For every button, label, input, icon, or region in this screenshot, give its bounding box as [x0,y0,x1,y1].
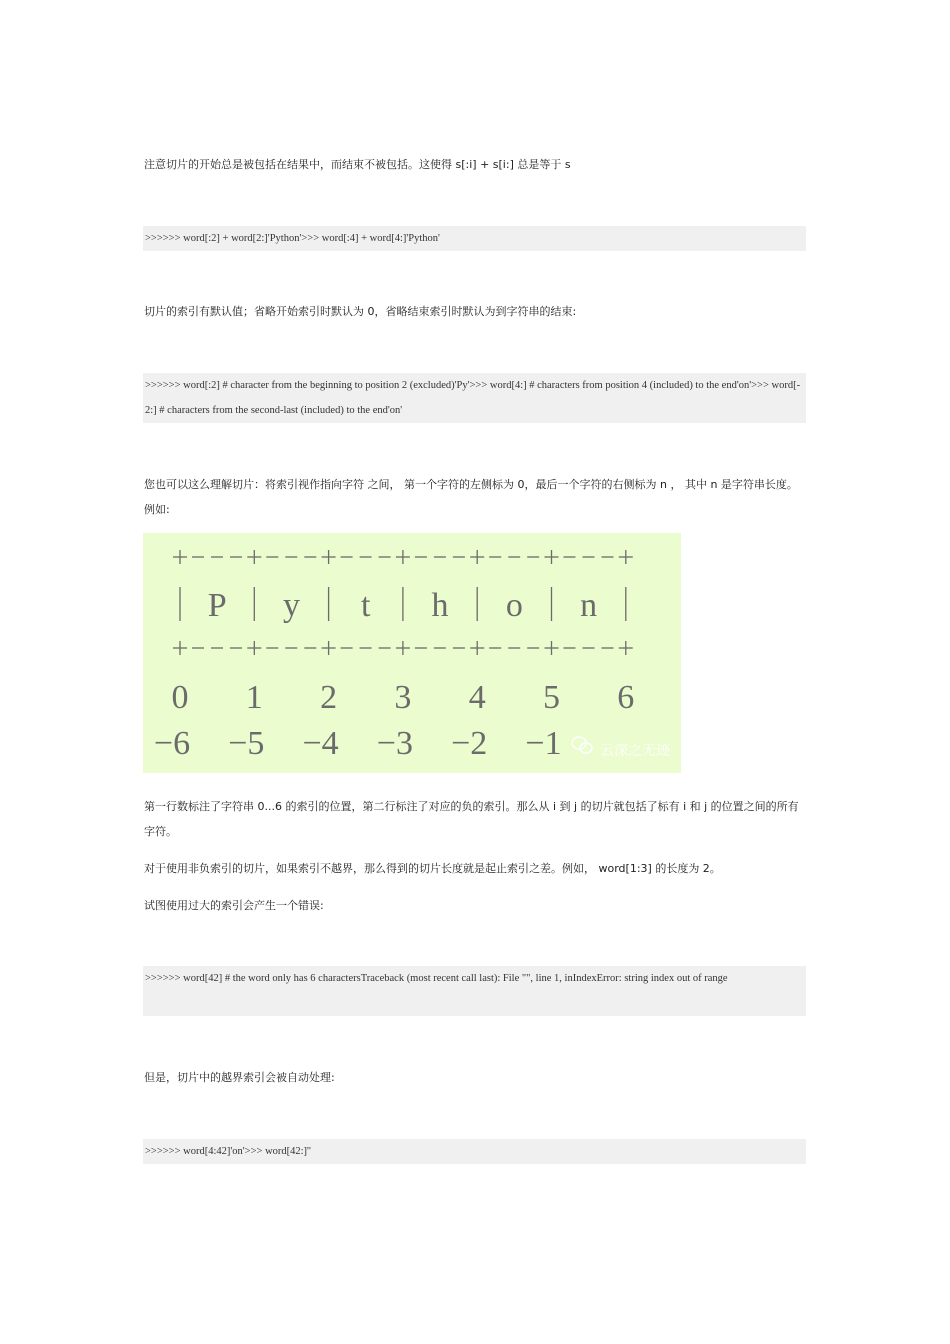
watermark-text: 云深之无迹 [600,743,670,759]
wechat-icon [572,737,592,753]
paragraph-slice-length: 对于使用非负索引的切片，如果索引不越界，那么得到的切片长度就是起止索引之差。例如， word[1:3] 的长度为 2。 [144,862,721,875]
negative-index: −3 [376,725,413,762]
letter-cell: n [580,587,598,624]
letter-cell: h [431,587,449,624]
paragraph-slice-defaults: 切片的索引有默认值；省略开始索引时默认为 0，省略结束索引时默认为到字符串的结束: [144,305,577,318]
positive-index: 3 [394,679,412,716]
positive-index: 1 [245,679,263,716]
negative-index: −2 [451,725,488,762]
code-block-1: >>>>>> word[:2] + word[2:]'Python'>>> word[:4] + word[4:]'Python' [143,226,806,251]
negative-index: −4 [302,725,339,762]
negative-index: −5 [228,725,265,762]
index-diagram-svg [143,533,681,773]
letter-cell: P [207,587,227,624]
negative-index: −1 [525,725,562,762]
watermark [572,737,671,759]
code-block-4: >>>>>> word[4:42]'on'>>> word[42:]'' [143,1139,806,1164]
paragraph-out-of-range: 但是，切片中的越界索引会被自动处理: [144,1071,335,1084]
positive-index: 0 [171,679,189,716]
code-block-2: >>>>>> word[:2] # character from the beginning to position 2 (excluded)'Py'>>> word[4:] # characters from position 4 (included) to the end'on'>>> word[-2:] # characters from the second-last (included) to the end'on' [143,373,806,423]
positive-index: 4 [468,679,486,716]
paragraph-index-error: 试图使用过大的索引会产生一个错误: [144,899,324,912]
diagram-borders [173,550,633,655]
negative-index: −6 [153,725,191,762]
positive-index: 2 [320,679,338,716]
letter-cell: y [282,587,300,624]
paragraph-index-explanation: 第一行数标注了字符串 0...6 的索引的位置，第二行标注了对应的负的索引。那么从 i 到 j 的切片就包括了标有 i 和 j 的位置之间的所有字符。 [144,800,799,838]
python-index-diagram [143,533,681,773]
positive-index: 6 [617,679,635,716]
paragraph-slice-model: 您也可以这么理解切片：将索引视作指向字符 之间， 第一个字符的左侧标为 0，最后一个字符的右侧标为 n ， 其中 n 是字符串长度。例如: [144,478,798,516]
positive-index: 5 [543,679,560,716]
diagram-negative-indices [154,725,562,762]
diagram-positive-indices [172,679,635,716]
letter-cell: t [361,587,371,624]
letter-cell: o [505,587,523,624]
paragraph-slice-inclusive: 注意切片的开始总是被包括在结果中，而结束不被包括。这使得 s[:i] + s[i:] 总是等于 s [144,158,571,171]
code-block-3: >>>>>> word[42] # the word only has 6 charactersTraceback (most recent call last): File "", line 1, inIndexError: string index out of range [143,966,806,1016]
